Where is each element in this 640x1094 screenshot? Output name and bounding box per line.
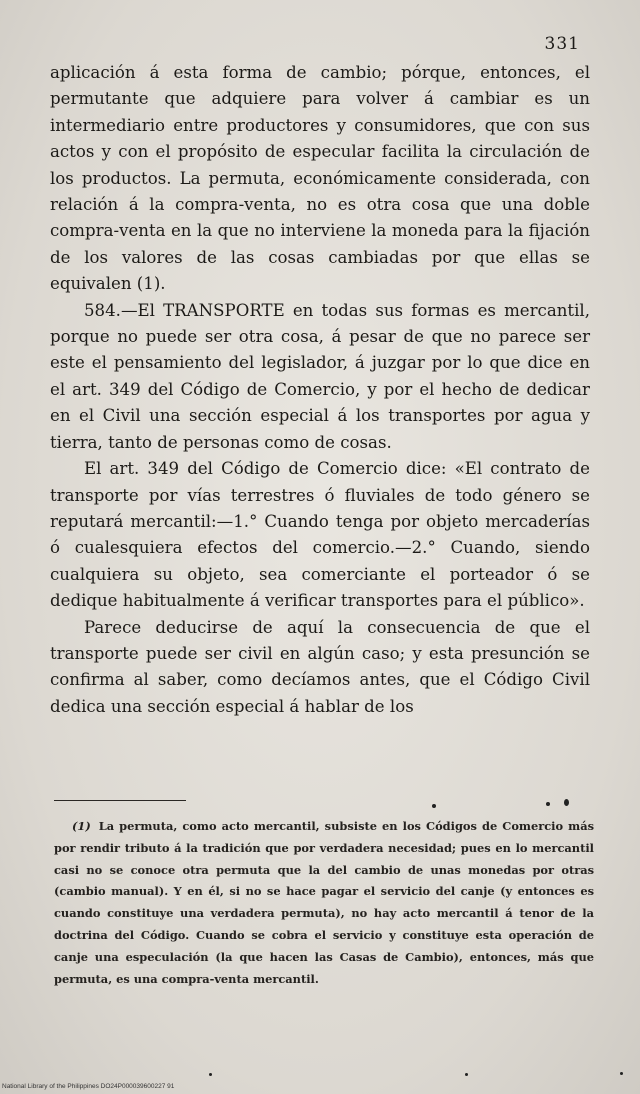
ink-speck <box>620 1072 623 1075</box>
library-credit: National Library of the Philippines DO24P000039600227 91 <box>2 1083 175 1090</box>
paragraph-4: Parece deducirse de aquí la consecuencia de que el transporte puede ser civil en algún caso; y esta presunción se confirma al saber, como decíamos antes, que el Código Civil dedica una sección especial á hablar de los <box>50 617 590 716</box>
ink-speck <box>432 804 436 808</box>
page-number: 331 <box>544 34 580 54</box>
ink-speck <box>564 799 569 806</box>
main-text <box>50 60 590 720</box>
paragraph-3: El art. 349 del Código de Comercio dice: «El contrato de transporte por vías terrestres ó fluviales de todo género se reputará mercantil:—1.° Cuando tenga por objeto mercaderías ó cualesquiera efectos del comercio.—2.° Cuando, siendo cualquiera su objeto, sea comerciante el porteador ó se dedique habitualmente á verificar transportes para el público». <box>50 459 590 611</box>
footnote-marker: (1) <box>72 819 91 833</box>
paragraph-1: aplicación á esta forma de cambio; pórque, entonces, el permutante que adquiere para volver á cambiar es un intermediario entre productores y consumidores, que con sus actos y con el propósito de especular facilita la circulación de los productos. La permuta, económicamente considerada, con relación á la compra-venta, no es otra cosa que una doble compra-venta en la que no interviene la moneda para la fijación de los valores de las cosas cambiadas por que ellas se equivalen (1). <box>50 63 590 294</box>
paragraph-2: 584.—El TRANSPORTE en todas sus formas es mercantil, porque no puede ser otra cosa, á pesar de que no parece ser este el pensamiento del legislador, á juzgar por lo que dice en el art. 349 del Código de Comercio, y por el hecho de dedicar en el Civil una sección especial á los transportes por agua y tierra, tanto de personas como de cosas. <box>50 300 590 452</box>
footnote <box>54 816 594 990</box>
ink-speck <box>209 1073 212 1076</box>
ink-speck <box>546 802 550 806</box>
ink-speck <box>465 1073 468 1076</box>
footnote-separator <box>54 800 186 801</box>
footnote-text: La permuta, como acto mercantil, subsiste en los Códigos de Comercio más por rendir tributo á la tradición que por verdadera necesidad; pues en lo mercantil casi no se conoce otra permuta que la del cambio de unas monedas por otras (cambio manual). Y en él, si no se hace pagar el servicio del canje (y entonces es cuando constituye una verdadera permuta), no hay acto mercantil á tenor de la doctrina del Código. Cuando se cobra el servicio y constituye esta operación de canje una especulación (la que hacen las Casas de Cambio), entonces, más que permuta, es una compra-venta mercantil. <box>54 819 594 986</box>
